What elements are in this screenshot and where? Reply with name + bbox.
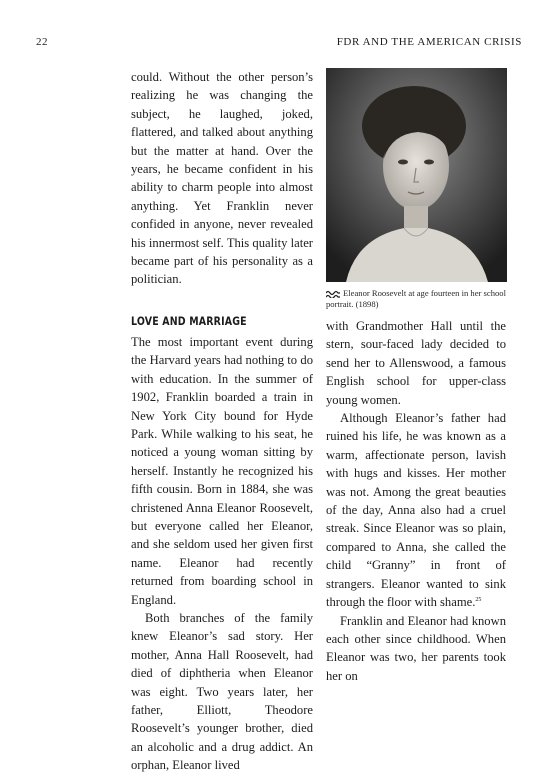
body-paragraph-text: Although Eleanor’s father had ruined his life, he was known as a warm, affectionate person, lavish with hugs and kisses. Her mother was not. Among the great beauties of the day, Anna also had a cruel streak. Since Eleanor was so plain, compared to Anna, she called the child “Granny” in front of strangers. Eleanor wanted to sink through the floor with shame. bbox=[326, 411, 506, 610]
caption-text: Eleanor Roosevelt at age fourteen in her school portrait. (1898) bbox=[326, 288, 506, 309]
section-heading: LOVE AND MARRIAGE bbox=[131, 313, 247, 328]
portrait-illustration bbox=[326, 68, 507, 282]
body-paragraph: could. Without the other person’s realizing he was changing the subject, he laughed, joked, flattered, and talked about anything but the matter at hand. Over the years, he became confident in his ability to charm people into almost anything. Yet Franklin never confided in anyone, never revealed his innermost self. This quality later became part of his personality as a politician. bbox=[131, 70, 313, 287]
left-column bbox=[131, 68, 313, 775]
body-paragraph: The most important event during the Harvard years had nothing to do with education. In the summer of 1902, Franklin boarded a train in New York City bound for Hyde Park. While walking to his seat, he noticed a young woman sitting by herself. Instantly he recognized his fifth cousin. Born in 1884, she was christened Anna Eleanor Roosevelt, but everyone called her Eleanor, and she seldom used her given first name. Eleanor had recently returned from boarding school in England. bbox=[131, 334, 313, 607]
wave-ornament-icon bbox=[326, 290, 340, 298]
body-paragraph bbox=[326, 409, 506, 611]
running-head: FDR AND THE AMERICAN CRISIS bbox=[336, 36, 522, 48]
page-number: 22 bbox=[36, 36, 48, 48]
figure-caption bbox=[326, 288, 507, 310]
body-paragraph: Franklin and Eleanor had known each other since childhood. When Eleanor was two, her parents took her on bbox=[326, 613, 506, 683]
right-column bbox=[326, 317, 506, 685]
portrait-photo bbox=[326, 68, 507, 282]
footnote-reference[interactable]: 25 bbox=[475, 596, 482, 603]
body-paragraph: with Grandmother Hall until the stern, sour-faced lady decided to send her to Allenswood, a famous English school for upper-class young women. bbox=[326, 319, 506, 407]
body-paragraph: Both branches of the family knew Eleanor’s sad story. Her mother, Anna Hall Roosevelt, had died of diphtheria when Eleanor was eight. Two years later, her father, Elliott, Theodore Roosevelt’s younger brother, died an alcoholic and a drug addict. An orphan, Eleanor lived bbox=[131, 610, 313, 773]
